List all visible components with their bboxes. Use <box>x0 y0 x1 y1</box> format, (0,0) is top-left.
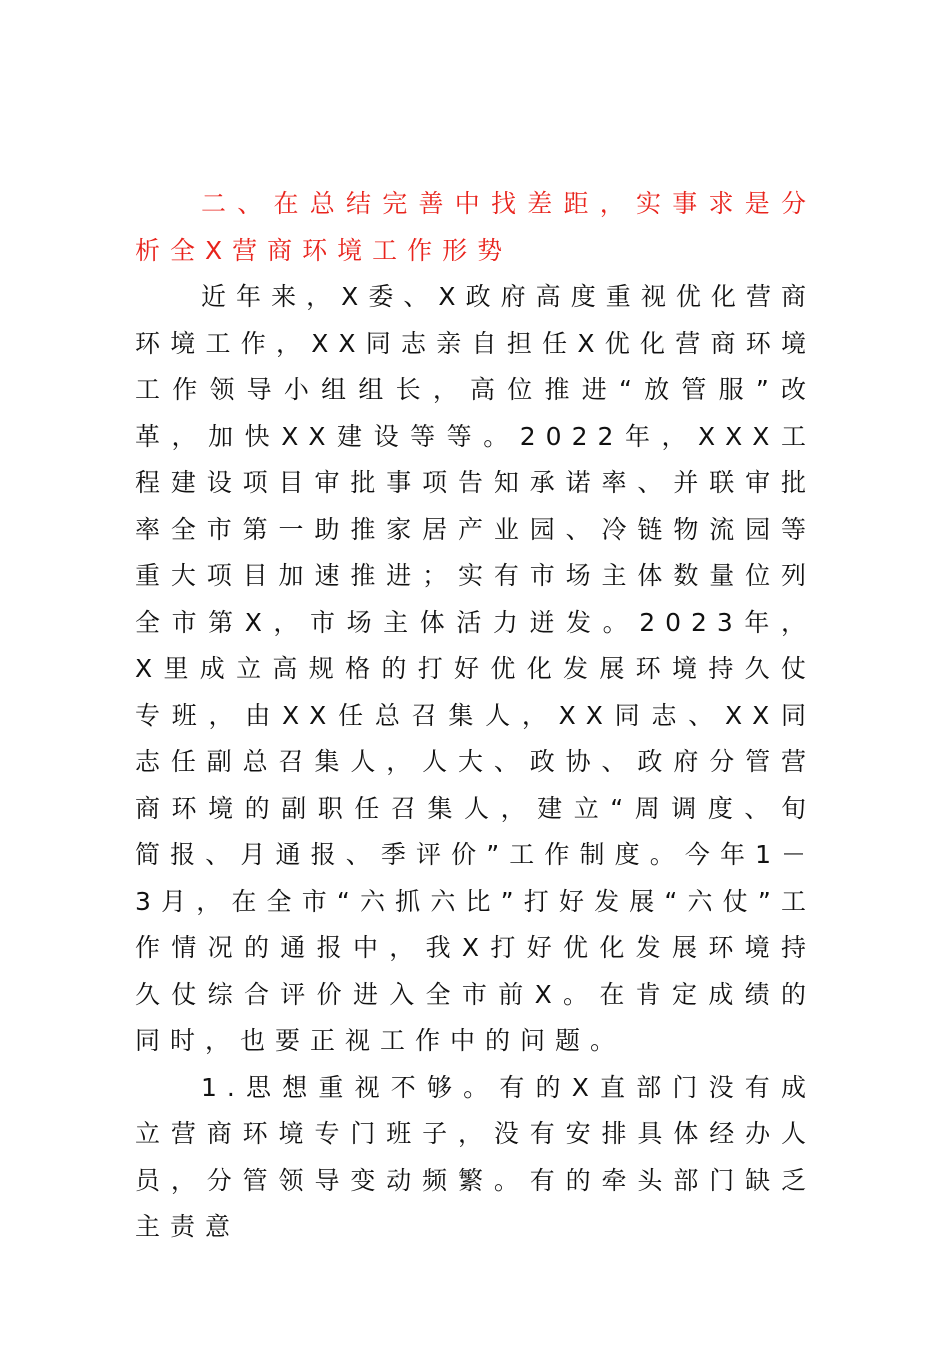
paragraph-point-1: 1.思想重视不够。有的X直部门没有成立营商环境专门班子，没有安排具体经办人员，分管领导变动频繁。有的牵头部门缺乏主责意 <box>135 1072 816 1241</box>
paragraph-overview: 近年来，X委、X政府高度重视优化营商环境工作，XX同志亲自担任X优化营商环境工作领导小组组长，高位推进“放管服”改革，加快XX建设等等。2022年，XXX工程建设项目审批事项告知承诺率、并联审批率全市第一助推家居产业园、冷链物流园等重大项目加速推进；实有市场主体数量位列全市第X，市场主体活力迸发。2023年，X里成立高规格的打好优化发展环境持久仗专班，由XX任总召集人，XX同志、XX同志任副总召集人，人大、政协、政府分管营商环境的副职任召集人，建立“周调度、旬简报、月通报、季评价”工作制度。今年1－3月，在全市“六抓六比”打好发展“六仗”工作情况的通报中，我X打好优化发展环境持久仗综合评价进入全市前X。在肯定成绩的同时，也要正视工作中的问题。 <box>135 282 816 1055</box>
section-heading: 二、在总结完善中找差距，实事求是分析全X营商环境工作形势 <box>135 189 816 265</box>
document-body <box>135 181 816 1251</box>
